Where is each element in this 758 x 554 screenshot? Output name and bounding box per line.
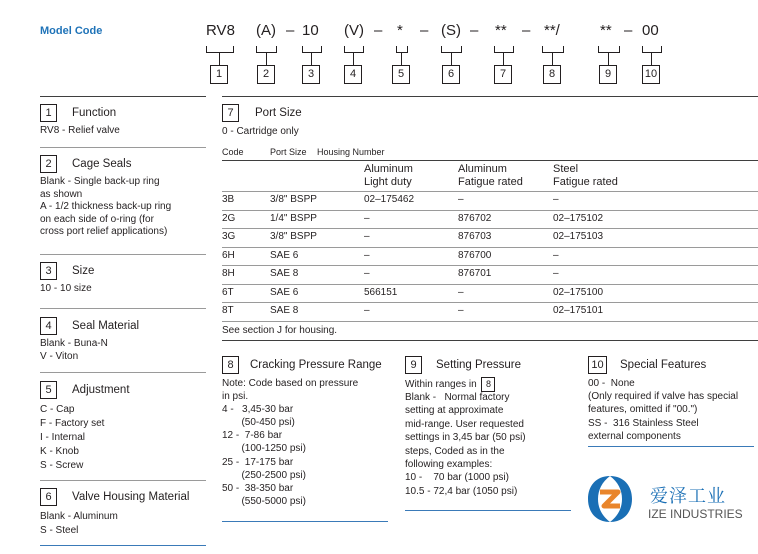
code-bracket xyxy=(542,46,564,53)
table-cell-al-fatigue: – xyxy=(458,305,464,316)
table-cell-al-fatigue: 876702 xyxy=(458,212,492,224)
divider xyxy=(222,96,758,97)
model-code-part: RV8 xyxy=(206,22,235,39)
table-cell-port: 3/8" BSPP xyxy=(270,194,317,205)
table-cell-steel: – xyxy=(553,194,559,205)
code-connector xyxy=(503,52,504,65)
code-connector xyxy=(651,52,652,65)
option-line: I - Internal xyxy=(40,432,86,443)
table-cell-steel: 02–175102 xyxy=(553,212,604,224)
section-reference-box: 8 xyxy=(481,377,495,392)
model-code-part: (V) xyxy=(344,22,364,39)
table-cell-al-fatigue: – xyxy=(458,194,464,205)
table-cell-code: 3G xyxy=(222,231,236,242)
code-connector xyxy=(311,52,312,65)
model-code-position-box: 6 xyxy=(442,65,460,84)
option-line: (250-2500 psi) xyxy=(222,469,306,481)
code-bracket xyxy=(494,46,514,53)
section-number: 5 xyxy=(40,381,57,399)
model-code-part: ** xyxy=(600,22,612,39)
code-connector xyxy=(266,52,267,65)
divider xyxy=(222,160,758,161)
section-number: 2 xyxy=(40,155,57,173)
divider xyxy=(222,340,758,341)
table-cell-port: 1/4" BSPP xyxy=(270,212,317,224)
option-line: 25 - 17-175 bar xyxy=(222,456,294,468)
model-code-position-box: 9 xyxy=(599,65,617,84)
col-steel-fatigue: Steel Fatigue rated xyxy=(553,163,618,188)
model-code-position-box: 5 xyxy=(392,65,410,84)
table-row-divider xyxy=(222,228,758,229)
table-cell-code: 3B xyxy=(222,194,235,205)
section-number: 6 xyxy=(40,488,57,506)
option-line: following examples: xyxy=(405,459,493,471)
table-cell-steel: – xyxy=(553,268,559,279)
divider xyxy=(588,446,754,447)
col-aluminum-light: Aluminum Light duty xyxy=(364,163,413,188)
option-line: settings in 3,45 bar (50 psi) xyxy=(405,432,526,444)
section-title-valve-housing: Valve Housing Material xyxy=(72,491,190,503)
option-line: (550-5000 psi) xyxy=(222,495,306,507)
code-bracket xyxy=(302,46,322,53)
section-number: 9 xyxy=(405,356,422,374)
code-bracket xyxy=(598,46,620,53)
divider xyxy=(40,147,206,148)
model-code-part: 10 xyxy=(302,22,319,39)
model-code-position-box: 1 xyxy=(210,65,228,84)
option-line: as shown xyxy=(40,188,83,200)
option-line: Note: Code based on pressure xyxy=(222,378,359,389)
table-row-divider xyxy=(222,191,758,192)
model-code-part: – xyxy=(286,22,295,39)
option-line: (100-1250 psi) xyxy=(222,443,306,455)
table-cell-al-light: – xyxy=(364,249,370,261)
table-cell-steel: 02–175101 xyxy=(553,305,604,316)
section-title-cracking-pressure: Cracking Pressure Range xyxy=(250,359,382,371)
option-line: (Only required if valve has special xyxy=(588,391,739,403)
table-cell-code: 8H xyxy=(222,268,235,279)
divider xyxy=(40,480,206,481)
code-connector xyxy=(552,52,553,65)
code-bracket xyxy=(344,46,364,53)
table-row-divider xyxy=(222,247,758,248)
section-title-special-features: Special Features xyxy=(620,359,707,371)
table-cell-port: 3/8" BSPP xyxy=(270,231,317,242)
section-number: 1 xyxy=(40,104,57,122)
adjustment-options xyxy=(40,403,104,473)
model-code-part: ** xyxy=(495,22,507,39)
option-line: V - Viton xyxy=(40,350,79,362)
option-line: 00 - None xyxy=(588,378,635,389)
option-line: on each side of o-ring (for xyxy=(40,213,154,225)
logo-chinese-name: 爱泽工业 xyxy=(650,486,726,507)
model-code-part: – xyxy=(522,22,531,39)
divider xyxy=(222,521,388,522)
table-cell-port: SAE 8 xyxy=(270,305,299,316)
table-cell-port: SAE 6 xyxy=(270,286,299,298)
section-title-seal-material: Seal Material xyxy=(72,320,140,332)
option-line: Blank - Normal factory xyxy=(405,392,510,403)
table-cell-code: 8T xyxy=(222,305,234,316)
table-row-divider xyxy=(222,210,758,211)
model-code-position-box: 8 xyxy=(543,65,561,84)
valve-housing-options xyxy=(40,510,118,538)
option-line: A - 1/2 thickness back-up ring xyxy=(40,201,172,212)
option-line: 12 - 7-86 bar xyxy=(222,430,283,442)
model-code-position-box: 7 xyxy=(494,65,512,84)
option-line: Blank - Single back-up ring xyxy=(40,176,160,187)
section-title-cage-seals: Cage Seals xyxy=(72,158,132,170)
option-line: F - Factory set xyxy=(40,418,105,429)
logo-english-name: IZE INDUSTRIES xyxy=(648,507,743,521)
table-cell-port: SAE 8 xyxy=(270,268,299,279)
table-row-divider xyxy=(222,302,758,303)
option-line: 10.5 - 72,4 bar (1050 psi) xyxy=(405,485,518,497)
option-line: 50 - 38-350 bar xyxy=(222,482,294,494)
table-cell-steel: – xyxy=(553,249,559,261)
option-line: steps, Coded as in the xyxy=(405,445,505,457)
divider xyxy=(40,372,206,373)
model-code-position-box: 10 xyxy=(642,65,660,84)
option-line: 4 - 3,45-30 bar xyxy=(222,404,294,416)
section-number: 4 xyxy=(40,317,57,335)
option-line: mid-range. User requested xyxy=(405,418,524,430)
port-size-subtitle: 0 - Cartridge only xyxy=(222,126,299,137)
col-aluminum-fatigue: Aluminum Fatigue rated xyxy=(458,163,523,188)
code-connector xyxy=(608,52,609,65)
option-line: 10 - 70 bar (1000 psi) xyxy=(405,472,509,484)
table-cell-code: 6T xyxy=(222,286,234,298)
model-code-label: Model Code xyxy=(40,25,103,37)
table-row xyxy=(222,267,758,281)
special-features-options xyxy=(588,377,738,443)
section-title-port-size: Port Size xyxy=(255,107,302,119)
table-row-divider xyxy=(222,284,758,285)
model-code-part: – xyxy=(374,22,383,39)
option-line: in psi. xyxy=(222,391,249,403)
table-cell-port: SAE 6 xyxy=(270,249,299,261)
size-options xyxy=(40,283,92,296)
section-number: 3 xyxy=(40,262,57,280)
table-header-code: Code xyxy=(222,147,244,157)
table-cell-al-fatigue: 876701 xyxy=(458,268,492,279)
table-cell-steel: 02–175100 xyxy=(553,286,604,298)
option-line: SS - 316 Stainless Steel xyxy=(588,417,699,429)
option-line: Blank - Buna-N xyxy=(40,338,108,349)
model-code-position-box: 4 xyxy=(344,65,362,84)
cracking-pressure-options xyxy=(222,377,358,508)
model-code-part: – xyxy=(624,22,633,39)
table-cell-al-fatigue: – xyxy=(458,286,464,298)
code-bracket xyxy=(206,46,234,53)
model-code-position-box: 2 xyxy=(257,65,275,84)
option-line: S - Screw xyxy=(40,460,84,471)
table-cell-code: 6H xyxy=(222,249,235,261)
code-connector xyxy=(451,52,452,65)
code-bracket xyxy=(396,46,408,53)
divider xyxy=(40,308,206,309)
option-line: setting at approximate xyxy=(405,405,504,417)
table-row xyxy=(222,249,758,263)
table-row xyxy=(222,212,758,226)
table-row xyxy=(222,286,758,300)
option-line: K - Knob xyxy=(40,446,79,457)
option-line: S - Steel xyxy=(40,525,79,536)
model-code-part: – xyxy=(420,22,429,39)
table-row xyxy=(222,230,758,244)
divider xyxy=(405,510,571,511)
option-line: 10 - 10 size xyxy=(40,283,92,294)
table-cell-al-fatigue: 876703 xyxy=(458,231,492,242)
option-line: C - Cap xyxy=(40,404,75,415)
cage-seals-options xyxy=(40,176,171,239)
logo-mark-icon xyxy=(584,472,636,526)
section-number: 8 xyxy=(222,356,239,374)
table-cell-al-light: – xyxy=(364,212,370,224)
table-cell-al-light: 566151 xyxy=(364,286,398,298)
table-row xyxy=(222,304,758,318)
model-code-part: 00 xyxy=(642,22,659,39)
section-title-size: Size xyxy=(72,265,95,277)
option-line: Blank - Aluminum xyxy=(40,511,118,522)
table-row-divider xyxy=(222,321,758,322)
table-row-divider xyxy=(222,265,758,266)
divider xyxy=(40,254,206,255)
model-code-position-box: 3 xyxy=(302,65,320,84)
option-line: cross port relief applications) xyxy=(40,226,168,237)
setting-pressure-options xyxy=(405,391,526,498)
code-connector xyxy=(401,52,402,65)
code-connector xyxy=(219,52,220,65)
model-code-part: **/ xyxy=(544,22,560,39)
section-title-adjustment: Adjustment xyxy=(72,384,130,396)
option-line: features, omitted if "00.") xyxy=(588,404,698,416)
model-code-part: * xyxy=(397,22,403,39)
table-header-port: Port Size xyxy=(270,147,307,157)
seal-material-options xyxy=(40,338,108,363)
code-bracket xyxy=(642,46,662,53)
function-options xyxy=(40,125,120,138)
table-cell-al-light: – xyxy=(364,305,370,316)
table-header-housing: Housing Number xyxy=(317,147,385,157)
section-title-setting-pressure: Setting Pressure xyxy=(436,359,522,371)
divider xyxy=(40,545,206,546)
section-number: 10 xyxy=(588,356,607,374)
company-logo xyxy=(584,472,743,531)
table-cell-steel: 02–175103 xyxy=(553,231,604,242)
table-cell-al-light: – xyxy=(364,268,370,279)
divider xyxy=(40,96,206,97)
setting-pressure-first-line: Within ranges in 8 xyxy=(405,377,495,392)
model-code-part: (A) xyxy=(256,22,276,39)
section-title-function: Function xyxy=(72,107,117,119)
option-line: (50-450 psi) xyxy=(222,417,295,429)
table-cell-code: 2G xyxy=(222,212,236,224)
table-cell-al-light: – xyxy=(364,231,370,242)
model-code-part: (S) xyxy=(441,22,461,39)
option-line: external components xyxy=(588,430,681,442)
option-line: RV8 - Relief valve xyxy=(40,125,120,136)
table-cell-al-light: 02–175462 xyxy=(364,194,415,205)
model-code-part: – xyxy=(470,22,479,39)
port-size-footnote: See section J for housing. xyxy=(222,325,338,336)
code-connector xyxy=(353,52,354,65)
table-row xyxy=(222,193,758,207)
table-cell-al-fatigue: 876700 xyxy=(458,249,492,261)
section-number: 7 xyxy=(222,104,239,122)
